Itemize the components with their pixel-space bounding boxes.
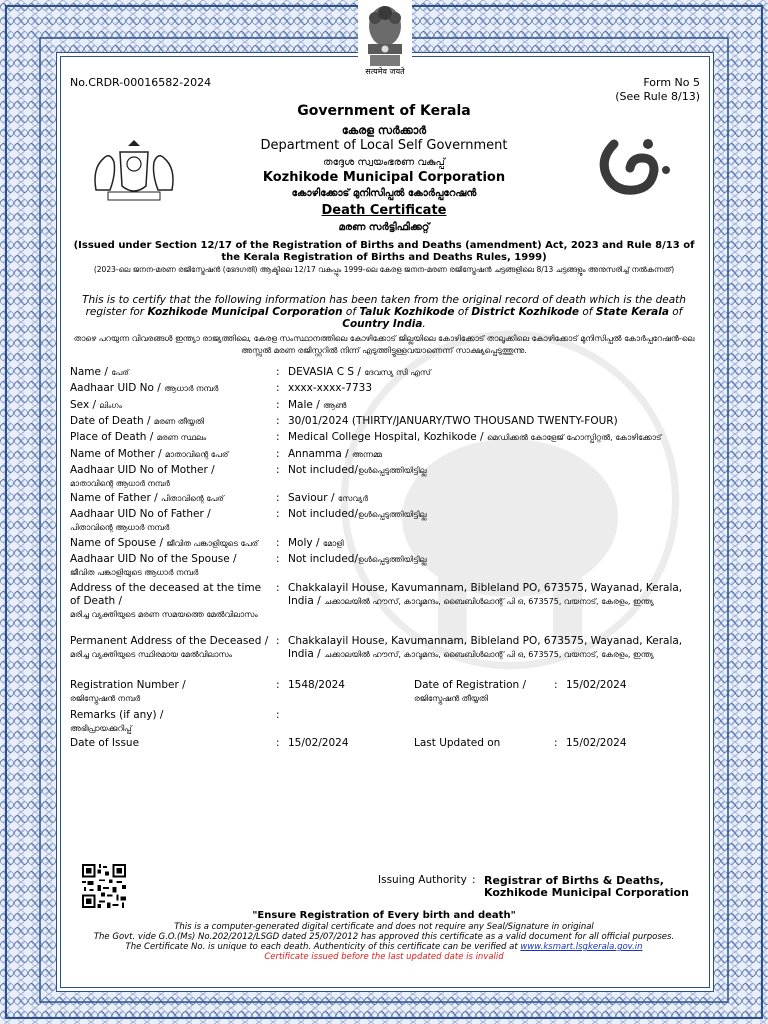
- field-value-ml: ചക്കാലയിൽ ഹൗസ്, കാവുമന്ദം, ബൈബിൾലാന്റ് പി ഒ, 673575, വയനാട്, കേരളം, ഇന്ത്യ: [323, 597, 654, 606]
- field-value: DEVASIA C S /: [288, 366, 365, 378]
- certificate-number: No.CRDR-00016582-2024: [70, 76, 212, 89]
- footer-verify-text: The Certificate No. is unique to each death. Authenticity of this certificate can be verified at: [125, 942, 521, 952]
- field-label-ml: പിതാവിന്റെ ആധാർ നമ്പർ: [70, 523, 170, 532]
- field-label: Name of Spouse /: [70, 537, 167, 549]
- footer-warning: Certificate issued before the last updated date is invalid: [264, 952, 504, 962]
- field-value: Annamma /: [288, 448, 353, 460]
- field-label-ml: മരിച്ച വ്യക്തിയുടെ മരണ സമയത്തെ മേൽവിലാസം: [70, 610, 258, 619]
- field-value: Chakkalayil House, Kavumannam, Bibleland PO, 673575, Wayanad, Kerala, India /: [288, 582, 683, 607]
- issued-under-text-ml: (2023-ലെ ജനന-മരണ രജിസ്ട്രേഷൻ (ഭേദഗതി) ആക്ടിലെ 12/17 വകുപ്പും 1999-ലെ കേരള ജനന-മരണ രജിസ്ട്രേഷൻ ചട്ടങ്ങളിലെ 8/13 ചട്ടങ്ങളും അനുസരിച്ച് നൽകുന്നത്): [93, 265, 675, 274]
- field-label: Place of Death /: [70, 431, 157, 443]
- field-value-ml: സേവ്യർ: [337, 494, 369, 503]
- field-label-ml: ലിംഗം: [99, 401, 122, 410]
- field-label-ml: ജീവിത പങ്കാളിയുടെ ആധാർ നമ്പർ: [70, 568, 199, 577]
- field-value-ml: ദേവസ്യ സി എസ്: [364, 368, 431, 377]
- field-label-ml: ജീവിത പങ്കാളിയുടെ പേര്: [166, 539, 259, 548]
- corporation-title-ml: കോഴിക്കോട് മുനിസിപ്പൽ കോർപ്പറേഷൻ: [291, 188, 477, 199]
- field-label: Address of the deceased at the time of Death /: [70, 582, 262, 607]
- field-label-ml: മാതാവിന്റെ പേര്: [165, 450, 229, 459]
- issuing-authority-label: Issuing Authority: [378, 874, 467, 886]
- field-label: Aadhaar UID No of Mother /: [70, 464, 215, 476]
- field-label-ml: മരണ തീയ്യതി: [153, 417, 205, 426]
- certify-country: Country India: [342, 318, 423, 330]
- field-label: Date of Issue: [70, 737, 140, 749]
- field-value: xxxx-xxxx-7733: [288, 382, 373, 394]
- field-value-ml: അന്നമ്മ: [352, 450, 382, 459]
- field-label-ml: പേര്: [111, 368, 129, 377]
- field-label: Aadhaar UID No of Father /: [70, 508, 211, 520]
- field-label: Aadhaar UID No /: [70, 382, 165, 394]
- field-label-ml: രജിസ്ട്രേഷൻ നമ്പർ: [70, 694, 141, 703]
- issuing-authority-line1: Registrar of Births & Deaths,: [484, 874, 664, 887]
- field-value-ml: ഉൾപ്പെടുത്തിയിട്ടില്ല: [357, 555, 427, 564]
- field-label-ml: മാതാവിന്റെ ആധാർ നമ്പർ: [70, 479, 170, 488]
- field-label: Aadhaar UID No of the Spouse /: [70, 553, 237, 565]
- field-value: 30/01/2024 (THIRTY/JANUARY/TWO THOUSAND TWENTY-FOUR): [288, 415, 618, 427]
- issued-under-text: (Issued under Section 12/17 of the Registration of Births and Deaths (amendment) Act, 2023 and Rule 8/13 of the Kerala Registration of Births and Deaths Rules, 1999): [73, 240, 695, 263]
- field-label: Remarks (if any) /: [70, 709, 164, 721]
- field-label-ml: പിതാവിന്റെ പേര്: [161, 494, 224, 503]
- last-updated-value: 15/02/2024: [566, 737, 627, 749]
- corporation-title: Kozhikode Municipal Corporation: [262, 170, 506, 185]
- field-label: Last Updated on: [414, 737, 501, 749]
- footer-line1: This is a computer-generated digital certificate and does not require any Seal/Signature in original: [174, 922, 594, 932]
- field-value: Medical College Hospital, Kozhikode /: [288, 431, 487, 443]
- certify-statement: [72, 294, 696, 330]
- certify-statement-ml: താഴെ പറയുന്ന വിവരങ്ങൾ ഇന്ത്യാ രാജ്യത്തിലെ, കേരള സംസ്ഥാനത്തിലെ കോഴിക്കോട് ജില്ലയിലെ കോഴിക്കോട് താലൂക്കിലെ കോഴിക്കോട് മുനിസിപ്പൽ കോർപ്പറേഷൻ-ലെ അസ്സൽ മരണ രജിസ്റ്ററിൽ നിന്ന് എടുത്തിട്ടുള്ളവയാണെന്ന് സാക്ഷ്യപ്പെടുത്തുന്നു.: [73, 334, 695, 355]
- qr-code: [80, 862, 128, 910]
- document-title-ml: മരണ സർട്ടിഫിക്കറ്റ്: [338, 222, 430, 233]
- field-value: Not included/: [288, 464, 358, 476]
- kerala-emblem-icon: [88, 138, 180, 204]
- field-value: Saviour /: [288, 492, 338, 504]
- field-value: Not included/: [288, 553, 358, 565]
- footer-line2: The Govt. vide G.O.(Ms) No.202/2012/LSGD dated 25/07/2012 has approved this certificate as a valid document for all official purposes.: [93, 932, 675, 942]
- field-value-ml: ചക്കാലയിൽ ഹൗസ്, കാവുമന്ദം, ബൈബിൾലാന്റ് പി ഒ, 673575, വയനാട്, കേരളം, ഇന്ത്യ: [323, 650, 654, 659]
- department-title-ml: തദ്ദേശ സ്വയംഭരണ വകുപ്പ്: [323, 157, 445, 168]
- field-label: Permanent Address of the Deceased /: [70, 635, 269, 647]
- field-label: Sex /: [70, 399, 100, 411]
- registration-number-value: 1548/2024: [288, 679, 345, 691]
- certify-text: of: [668, 306, 683, 318]
- document-title: Death Certificate: [321, 203, 447, 218]
- field-value-ml: ഉൾപ്പെടുത്തിയിട്ടില്ല: [357, 466, 427, 475]
- field-value: Moly /: [288, 537, 323, 549]
- field-label: Name of Mother /: [70, 448, 166, 460]
- field-label-ml: മരിച്ച വ്യക്തിയുടെ സ്ഥിരമായ മേൽവിലാസം: [70, 650, 233, 659]
- issue-date-value: 15/02/2024: [288, 737, 349, 749]
- field-value: Not included/: [288, 508, 358, 520]
- form-number: Form No 5: [643, 76, 700, 89]
- footer-slogan: "Ensure Registration of Every birth and death": [252, 910, 516, 921]
- field-value-ml: മെഡിക്കൽ കോളേജ് ഹോസ്പിറ്റൽ, കോഴിക്കോട്: [486, 433, 662, 442]
- certify-state: State Kerala: [595, 306, 669, 318]
- registration-date-value: 15/02/2024: [566, 679, 627, 691]
- field-value-ml: ഉൾപ്പെടുത്തിയിട്ടില്ല: [357, 510, 427, 519]
- certify-text: .: [422, 318, 426, 330]
- field-label: Name of Father /: [70, 492, 162, 504]
- government-title: Government of Kerala: [297, 103, 471, 119]
- certify-text: This is to certify that the following information has been taken from the original record of death which is the death register for: [82, 294, 686, 318]
- certify-text: of: [579, 306, 596, 318]
- field-label-ml: അഭിപ്രായക്കുറിപ്പ്: [70, 724, 132, 733]
- field-label: Registration Number /: [70, 679, 186, 691]
- certify-text: of: [342, 306, 360, 318]
- field-value-ml: ആൺ: [323, 401, 347, 410]
- verify-link[interactable]: www.ksmart.lsgkerala.gov.in: [520, 942, 643, 952]
- field-label: Date of Registration /: [414, 679, 527, 691]
- field-label-ml: മരണ സ്ഥലം: [156, 433, 207, 442]
- certify-taluk: Taluk Kozhikode: [359, 306, 455, 318]
- field-label-ml: രജിസ്ട്രേഷൻ തീയ്യതി: [414, 694, 488, 703]
- field-value: Chakkalayil House, Kavumannam, Bibleland PO, 673575, Wayanad, Kerala, India /: [288, 635, 683, 660]
- certify-corporation: Kozhikode Municipal Corporation: [147, 306, 343, 318]
- issuing-authority-line2: Kozhikode Municipal Corporation: [484, 886, 689, 899]
- field-label: Name /: [70, 366, 112, 378]
- field-label: Date of Death /: [70, 415, 154, 427]
- government-title-ml: കേരള സർക്കാർ: [341, 124, 427, 137]
- department-title: Department of Local Self Government: [260, 138, 508, 153]
- ksmart-logo-icon: [592, 136, 672, 196]
- certify-text: of: [454, 306, 472, 318]
- rule-reference: (See Rule 8/13): [615, 90, 700, 103]
- field-value: Male /: [288, 399, 324, 411]
- field-label-ml: ആധാർ നമ്പർ: [164, 384, 219, 393]
- field-value-ml: മോളി: [322, 539, 344, 548]
- certify-district: District Kozhikode: [471, 306, 580, 318]
- emblem-motto: सत्यमेव जयते: [365, 67, 405, 76]
